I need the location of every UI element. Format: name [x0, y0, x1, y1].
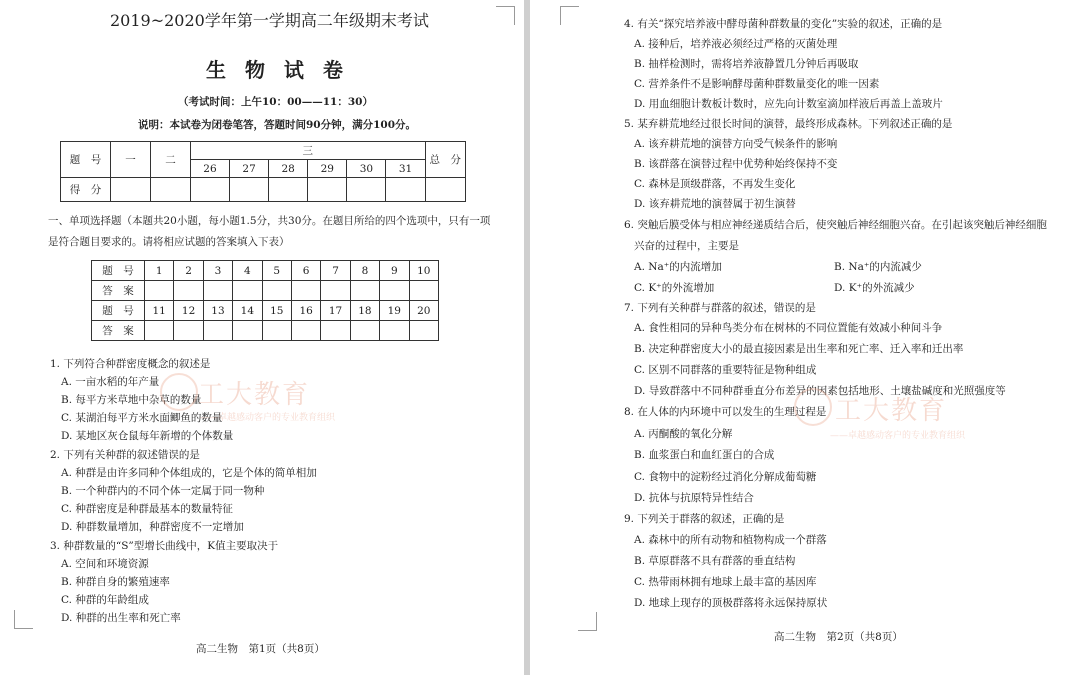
question-option: C. 种群密度是种群最基本的数量特征 [61, 503, 233, 515]
page-footer: 高二生物 第1页（共8页） [196, 643, 325, 655]
score-table-col: 二 [150, 142, 190, 178]
watermark-subtext: ——卓越感动客户的专业教育组织 [200, 413, 336, 423]
question-option: C. 营养条件不是影响酵母菌种群数量变化的唯一因素 [634, 78, 880, 90]
question-option: D. 某地区灰仓鼠每年新增的个体数量 [61, 430, 234, 442]
question-option: C. 森林是顶级群落，不再发生变化 [634, 178, 796, 190]
answer-cell [145, 321, 174, 341]
answer-cell [145, 281, 174, 301]
score-cell [190, 178, 229, 202]
answer-num: 1 [145, 261, 174, 281]
score-cell [230, 178, 269, 202]
question-option: C. 种群的年龄组成 [61, 594, 149, 606]
question-stem: 8. 在人体的内环境中可以发生的生理过程是 [624, 406, 827, 418]
question-stem: 7. 下列有关种群与群落的叙述，错误的是 [624, 302, 816, 314]
answer-num: 8 [350, 261, 379, 281]
answer-num: 16 [291, 301, 320, 321]
watermark-logo [160, 373, 198, 411]
answer-cell [380, 321, 409, 341]
question-option: A. 食性相同的异种鸟类分布在树林的不同位置能有效减小种间斗争 [634, 322, 943, 334]
section-instructions: 一、单项选择题（本题共20小题，每小题1.5分，共30分。在题目所给的四个选项中，只有一项 [48, 215, 491, 227]
answer-num: 5 [262, 261, 291, 281]
question-option: D. 用血细胞计数板计数时，应先向计数室滴加样液后再盖上盖玻片 [634, 98, 943, 110]
question-option: B. 该群落在演替过程中优势种始终保持不变 [634, 158, 838, 170]
answer-cell [291, 321, 320, 341]
score-table-col: 总 分 [425, 142, 465, 178]
question-option: B. 一个种群内的不同个体一定属于同一物种 [61, 485, 265, 497]
answer-num: 11 [145, 301, 174, 321]
question-option: D. 种群的出生率和死亡率 [61, 612, 181, 624]
crop-mark [578, 612, 597, 631]
score-table-num: 29 [308, 160, 347, 178]
answer-table [91, 260, 439, 341]
answer-num: 15 [262, 301, 291, 321]
question-option: A. 一亩水稻的年产量 [61, 376, 160, 388]
answer-cell [203, 281, 232, 301]
answer-table-header: 题 号 [92, 261, 145, 281]
answer-cell [262, 321, 291, 341]
question-option: D. K⁺的外流减少 [834, 282, 915, 294]
watermark-text: 工大教育 [198, 380, 311, 410]
score-cell [425, 178, 465, 202]
answer-cell [409, 321, 438, 341]
exam-page-2 [530, 0, 1065, 675]
question-option: A. 丙酮酸的氧化分解 [634, 428, 733, 440]
answer-num: 13 [203, 301, 232, 321]
answer-table-header: 答 案 [92, 321, 145, 341]
answer-num: 3 [203, 261, 232, 281]
question-option: A. 该弃耕荒地的演替方向受气候条件的影响 [634, 138, 838, 150]
answer-cell [174, 321, 203, 341]
subject-title: 生 物 试 卷 [206, 58, 349, 82]
question-option: D. 抗体与抗原特异性结合 [634, 492, 754, 504]
answer-cell [321, 321, 350, 341]
answer-cell [409, 281, 438, 301]
question-option: D. 该弃耕荒地的演替属于初生演替 [634, 198, 796, 210]
score-table [60, 141, 466, 202]
question-option: A. 接种后，培养液必须经过严格的灭菌处理 [634, 38, 838, 50]
question-option: B. 抽样检测时，需将培养液静置几分钟后再吸取 [634, 58, 859, 70]
question-stem: 1. 下列符合种群密度概念的叙述是 [50, 358, 211, 370]
score-table-num: 30 [347, 160, 386, 178]
question-stem: 5. 某弃耕荒地经过很长时间的演替，最终形成森林。下列叙述正确的是 [624, 118, 953, 130]
question-option: C. 热带雨林拥有地球上最丰富的基因库 [634, 576, 817, 588]
answer-cell [380, 281, 409, 301]
score-cell [386, 178, 425, 202]
question-option: A. 空间和环境资源 [61, 558, 149, 570]
answer-num: 14 [233, 301, 262, 321]
answer-num: 6 [291, 261, 320, 281]
score-table-col: 三 [190, 142, 425, 160]
answer-cell [174, 281, 203, 301]
score-table-header: 得 分 [61, 178, 111, 202]
score-table-num: 28 [269, 160, 308, 178]
question-option: C. 食物中的淀粉经过消化分解成葡萄糖 [634, 471, 817, 483]
question-option: B. 血浆蛋白和血红蛋白的合成 [634, 449, 775, 461]
score-cell [110, 178, 150, 202]
score-cell [308, 178, 347, 202]
page-footer: 高二生物 第2页（共8页） [774, 631, 903, 643]
question-stem-cont: 兴奋的过程中，主要是 [634, 240, 739, 252]
answer-cell [350, 281, 379, 301]
question-option: B. 草原群落不具有群落的垂直结构 [634, 555, 796, 567]
answer-num: 19 [380, 301, 409, 321]
watermark-subtext: ——卓越感动客户的专业教育组织 [830, 431, 966, 441]
question-stem: 3. 种群数量的“S”型增长曲线中，K值主要取决于 [50, 540, 279, 552]
crop-mark [560, 6, 579, 25]
answer-cell [262, 281, 291, 301]
watermark-text: 工大教育 [835, 396, 948, 426]
answer-num: 2 [174, 261, 203, 281]
question-stem: 6. 突触后膜受体与相应神经递质结合后，使突触后神经细胞兴奋。在引起该突触后神经细胞 [624, 219, 1047, 231]
question-option: B. 每平方米草地中杂草的数量 [61, 394, 202, 406]
answer-cell [233, 321, 262, 341]
question-option: C. 某湖泊每平方米水面鲫鱼的数量 [61, 412, 223, 424]
question-option: C. 区别不同群落的重要特征是物种组成 [634, 364, 817, 376]
answer-num: 17 [321, 301, 350, 321]
answer-num: 12 [174, 301, 203, 321]
instructions: 说明：本试卷为闭卷笔答，答题时间90分钟，满分100分。 [138, 119, 417, 131]
score-cell [269, 178, 308, 202]
question-option: B. 决定种群密度大小的最直接因素是出生率和死亡率、迁入率和迁出率 [634, 343, 964, 355]
question-option: D. 种群数量增加，种群密度不一定增加 [61, 521, 244, 533]
answer-num: 9 [380, 261, 409, 281]
question-option: D. 地球上现存的顶极群落将永远保持原状 [634, 597, 828, 609]
question-option: B. Na⁺的内流减少 [834, 261, 922, 273]
answer-cell [350, 321, 379, 341]
score-table-num: 31 [386, 160, 425, 178]
answer-cell [233, 281, 262, 301]
answer-num: 20 [409, 301, 438, 321]
question-option: B. 种群自身的繁殖速率 [61, 576, 170, 588]
exam-page-1 [0, 0, 524, 675]
question-option: C. K⁺的外流增加 [634, 282, 715, 294]
score-cell [150, 178, 190, 202]
answer-num: 4 [233, 261, 262, 281]
score-cell [347, 178, 386, 202]
question-stem: 4. 有关“探究培养液中酵母菌种群数量的变化”实验的叙述，正确的是 [624, 18, 943, 30]
score-table-num: 26 [190, 160, 229, 178]
answer-table-header: 答 案 [92, 281, 145, 301]
question-option: A. 种群是由许多同种个体组成的，它是个体的简单相加 [61, 467, 317, 479]
crop-mark [496, 6, 515, 25]
question-option: A. 森林中的所有动物和植物构成一个群落 [634, 534, 827, 546]
answer-num: 7 [321, 261, 350, 281]
score-table-header: 题 号 [61, 142, 111, 178]
score-table-col: 一 [110, 142, 150, 178]
question-stem: 9. 下列关于群落的叙述，正确的是 [624, 513, 785, 525]
watermark-logo [794, 388, 832, 426]
answer-cell [291, 281, 320, 301]
section-instructions: 是符合题目要求的。请将相应试题的答案填入下表） [48, 236, 290, 248]
answer-cell [203, 321, 232, 341]
question-stem: 2. 下列有关种群的叙述错误的是 [50, 449, 200, 461]
exam-time: （考试时间：上午10：00——11：30） [178, 96, 373, 108]
score-table-num: 27 [230, 160, 269, 178]
answer-cell [321, 281, 350, 301]
question-option: A. Na⁺的内流增加 [634, 261, 722, 273]
crop-mark [14, 610, 33, 629]
exam-title: 2019~2020学年第一学期高二年级期末考试 [110, 11, 429, 30]
answer-table-header: 题 号 [92, 301, 145, 321]
question-option: D. 导致群落中不同种群垂直分布差异的因素包括地形、土壤盐碱度和光照强度等 [634, 385, 1006, 397]
answer-num: 18 [350, 301, 379, 321]
answer-num: 10 [409, 261, 438, 281]
